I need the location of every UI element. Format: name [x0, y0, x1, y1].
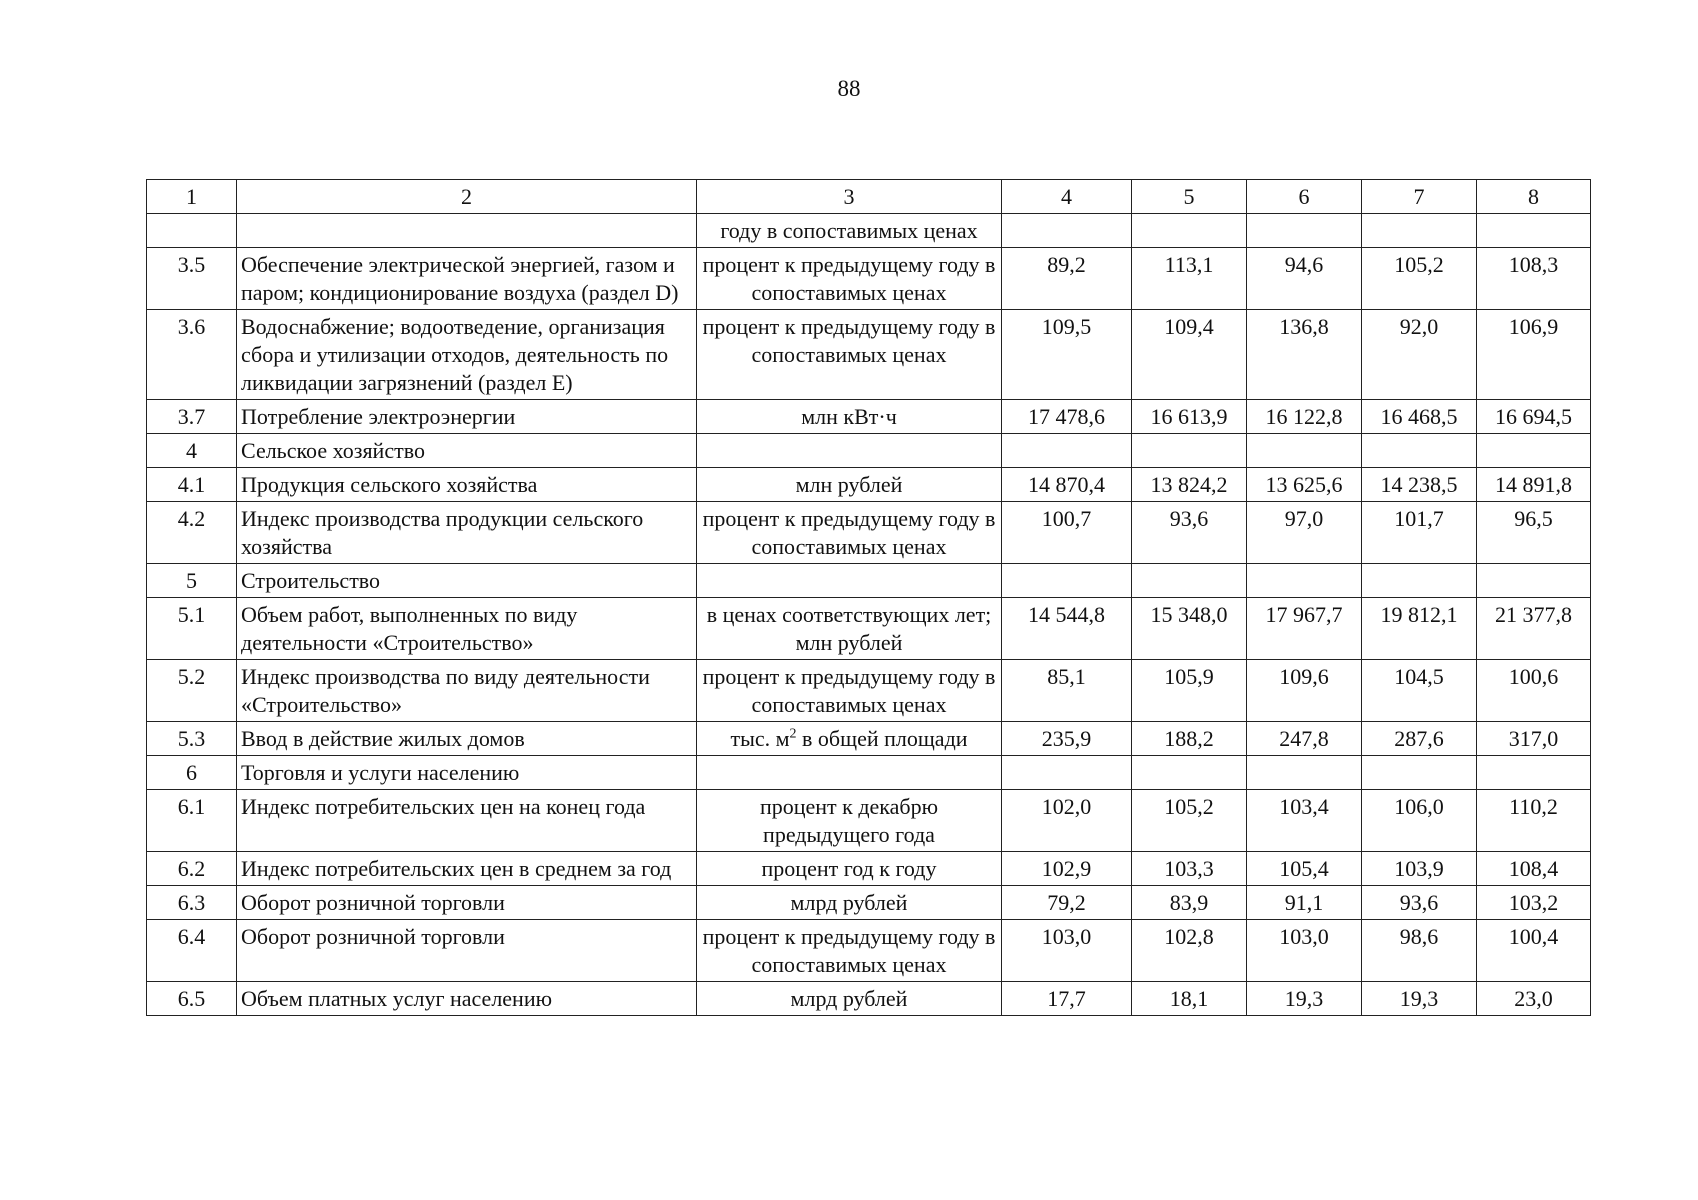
value-cell — [1477, 564, 1591, 598]
table-row — [147, 434, 1591, 468]
value-cell: 247,8 — [1247, 722, 1362, 756]
value-cell: 101,7 — [1362, 502, 1477, 564]
row-number-cell: 4 — [147, 434, 237, 468]
row-number-cell: 5.3 — [147, 722, 237, 756]
header-row — [147, 180, 1591, 214]
table-row — [147, 400, 1591, 434]
value-cell: 287,6 — [1362, 722, 1477, 756]
value-cell: 13 625,6 — [1247, 468, 1362, 502]
value-cell — [1002, 756, 1132, 790]
value-cell: 106,9 — [1477, 310, 1591, 400]
row-number-cell: 5.1 — [147, 598, 237, 660]
value-cell: 15 348,0 — [1132, 598, 1247, 660]
table-row — [147, 852, 1591, 886]
value-cell: 104,5 — [1362, 660, 1477, 722]
value-cell: 108,3 — [1477, 248, 1591, 310]
unit-cell: процент к предыдущему году в сопоставимых ценах — [697, 660, 1002, 722]
unit-cell: процент год к году — [697, 852, 1002, 886]
value-cell: 91,1 — [1247, 886, 1362, 920]
unit-cell — [697, 756, 1002, 790]
indicator-name-cell: Сельское хозяйство — [237, 434, 697, 468]
table-row — [147, 598, 1591, 660]
indicator-name-cell: Оборот розничной торговли — [237, 886, 697, 920]
row-number-cell: 5.2 — [147, 660, 237, 722]
table-row — [147, 564, 1591, 598]
value-cell — [1477, 434, 1591, 468]
value-cell: 103,3 — [1132, 852, 1247, 886]
value-cell — [1132, 564, 1247, 598]
indicator-name-cell: Объем платных услуг населению — [237, 982, 697, 1016]
value-cell — [1362, 756, 1477, 790]
indicator-name-cell: Ввод в действие жилых домов — [237, 722, 697, 756]
header-cell: 2 — [237, 180, 697, 214]
unit-text-after: в общей площади — [796, 726, 968, 751]
value-cell — [1477, 756, 1591, 790]
indicator-name-cell: Обеспечение электрической энергией, газом и паром; кондиционирование воздуха (раздел D) — [237, 248, 697, 310]
value-cell — [1247, 756, 1362, 790]
value-cell: 14 544,8 — [1002, 598, 1132, 660]
value-cell: 100,4 — [1477, 920, 1591, 982]
value-cell: 16 613,9 — [1132, 400, 1247, 434]
unit-cell — [697, 722, 1002, 756]
row-number-cell: 6.2 — [147, 852, 237, 886]
value-cell: 105,9 — [1132, 660, 1247, 722]
value-cell: 14 891,8 — [1477, 468, 1591, 502]
table-row — [147, 756, 1591, 790]
unit-cell: млн кВт·ч — [697, 400, 1002, 434]
value-cell — [1477, 214, 1591, 248]
value-cell: 93,6 — [1362, 886, 1477, 920]
value-cell: 17 478,6 — [1002, 400, 1132, 434]
unit-cell: млрд рублей — [697, 886, 1002, 920]
value-cell: 102,9 — [1002, 852, 1132, 886]
unit-superscript: 2 — [789, 726, 797, 742]
value-cell: 16 694,5 — [1477, 400, 1591, 434]
indicator-name-cell: Индекс потребительских цен в среднем за год — [237, 852, 697, 886]
row-number-cell: 4.2 — [147, 502, 237, 564]
row-number-cell: 3.5 — [147, 248, 237, 310]
unit-cell: процент к предыдущему году в сопоставимых ценах — [697, 248, 1002, 310]
value-cell: 92,0 — [1362, 310, 1477, 400]
unit-cell: процент к предыдущему году в сопоставимых ценах — [697, 310, 1002, 400]
value-cell — [1132, 214, 1247, 248]
unit-text: тыс. м — [730, 726, 790, 751]
row-number-cell — [147, 214, 237, 248]
value-cell — [1002, 214, 1132, 248]
value-cell: 105,2 — [1362, 248, 1477, 310]
table-row — [147, 790, 1591, 852]
page-number: 88 — [837, 76, 861, 101]
value-cell: 98,6 — [1362, 920, 1477, 982]
value-cell: 103,0 — [1002, 920, 1132, 982]
table-row — [147, 214, 1591, 248]
value-cell — [1362, 214, 1477, 248]
value-cell — [1002, 434, 1132, 468]
table-row — [147, 920, 1591, 982]
value-cell: 93,6 — [1132, 502, 1247, 564]
value-cell: 100,6 — [1477, 660, 1591, 722]
value-cell: 103,0 — [1247, 920, 1362, 982]
value-cell — [1132, 756, 1247, 790]
table-row — [147, 660, 1591, 722]
row-number-cell: 3.6 — [147, 310, 237, 400]
value-cell: 110,2 — [1477, 790, 1591, 852]
value-cell: 103,2 — [1477, 886, 1591, 920]
indicator-name-cell — [237, 214, 697, 248]
value-cell — [1247, 434, 1362, 468]
value-cell: 14 238,5 — [1362, 468, 1477, 502]
indicator-name-cell: Торговля и услуги населению — [237, 756, 697, 790]
indicator-name-cell: Продукция сельского хозяйства — [237, 468, 697, 502]
value-cell: 317,0 — [1477, 722, 1591, 756]
value-cell: 21 377,8 — [1477, 598, 1591, 660]
row-number-cell: 6.5 — [147, 982, 237, 1016]
value-cell: 96,5 — [1477, 502, 1591, 564]
unit-cell: процент к предыдущему году в сопоставимых ценах — [697, 502, 1002, 564]
header-cell: 3 — [697, 180, 1002, 214]
header-cell: 5 — [1132, 180, 1247, 214]
row-number-cell: 6.4 — [147, 920, 237, 982]
value-cell: 108,4 — [1477, 852, 1591, 886]
row-number-cell: 6.3 — [147, 886, 237, 920]
value-cell: 97,0 — [1247, 502, 1362, 564]
table-row — [147, 886, 1591, 920]
unit-cell — [697, 434, 1002, 468]
value-cell: 235,9 — [1002, 722, 1132, 756]
data-table — [146, 179, 1591, 1016]
value-cell — [1362, 434, 1477, 468]
value-cell: 105,2 — [1132, 790, 1247, 852]
value-cell: 100,7 — [1002, 502, 1132, 564]
row-number-cell: 5 — [147, 564, 237, 598]
indicator-name-cell: Потребление электроэнергии — [237, 400, 697, 434]
table-row — [147, 468, 1591, 502]
value-cell: 18,1 — [1132, 982, 1247, 1016]
indicator-name-cell: Индекс потребительских цен на конец года — [237, 790, 697, 852]
table-row — [147, 982, 1591, 1016]
unit-cell: процент к предыдущему году в сопоставимых ценах — [697, 920, 1002, 982]
indicator-name-cell: Индекс производства по виду деятельности «Строительство» — [237, 660, 697, 722]
value-cell: 109,4 — [1132, 310, 1247, 400]
value-cell: 102,8 — [1132, 920, 1247, 982]
indicator-name-cell: Оборот розничной торговли — [237, 920, 697, 982]
row-number-cell: 6 — [147, 756, 237, 790]
value-cell — [1132, 434, 1247, 468]
value-cell: 83,9 — [1132, 886, 1247, 920]
value-cell — [1247, 214, 1362, 248]
value-cell: 109,6 — [1247, 660, 1362, 722]
value-cell: 109,5 — [1002, 310, 1132, 400]
table-row — [147, 310, 1591, 400]
value-cell: 79,2 — [1002, 886, 1132, 920]
value-cell: 85,1 — [1002, 660, 1132, 722]
table-row — [147, 722, 1591, 756]
value-cell — [1247, 564, 1362, 598]
header-cell: 1 — [147, 180, 237, 214]
table-row — [147, 248, 1591, 310]
row-number-cell: 6.1 — [147, 790, 237, 852]
row-number-cell: 4.1 — [147, 468, 237, 502]
table-body — [147, 180, 1591, 1016]
value-cell: 17,7 — [1002, 982, 1132, 1016]
value-cell: 16 468,5 — [1362, 400, 1477, 434]
indicator-name-cell: Водоснабжение; водоотведение, организация сбора и утилизации отходов, деятельность по ликвидации загрязнений (раздел E) — [237, 310, 697, 400]
value-cell: 19,3 — [1362, 982, 1477, 1016]
row-number-cell: 3.7 — [147, 400, 237, 434]
value-cell: 19,3 — [1247, 982, 1362, 1016]
value-cell: 17 967,7 — [1247, 598, 1362, 660]
header-cell: 4 — [1002, 180, 1132, 214]
value-cell: 113,1 — [1132, 248, 1247, 310]
header-cell: 7 — [1362, 180, 1477, 214]
value-cell: 106,0 — [1362, 790, 1477, 852]
indicator-name-cell: Строительство — [237, 564, 697, 598]
unit-cell: процент к декабрю предыдущего года — [697, 790, 1002, 852]
indicator-name-cell: Объем работ, выполненных по виду деятельности «Строительство» — [237, 598, 697, 660]
value-cell: 14 870,4 — [1002, 468, 1132, 502]
unit-cell — [697, 564, 1002, 598]
unit-cell: млрд рублей — [697, 982, 1002, 1016]
value-cell: 94,6 — [1247, 248, 1362, 310]
value-cell — [1362, 564, 1477, 598]
value-cell: 19 812,1 — [1362, 598, 1477, 660]
unit-cell: млн рублей — [697, 468, 1002, 502]
header-cell: 8 — [1477, 180, 1591, 214]
unit-cell: в ценах соответствующих лет; млн рублей — [697, 598, 1002, 660]
value-cell: 23,0 — [1477, 982, 1591, 1016]
unit-cell: году в сопоставимых ценах — [697, 214, 1002, 248]
value-cell: 13 824,2 — [1132, 468, 1247, 502]
value-cell: 105,4 — [1247, 852, 1362, 886]
value-cell: 89,2 — [1002, 248, 1132, 310]
value-cell: 136,8 — [1247, 310, 1362, 400]
indicator-name-cell: Индекс производства продукции сельского хозяйства — [237, 502, 697, 564]
table-row — [147, 502, 1591, 564]
header-cell: 6 — [1247, 180, 1362, 214]
value-cell: 103,9 — [1362, 852, 1477, 886]
value-cell: 16 122,8 — [1247, 400, 1362, 434]
value-cell: 188,2 — [1132, 722, 1247, 756]
value-cell: 103,4 — [1247, 790, 1362, 852]
value-cell — [1002, 564, 1132, 598]
value-cell: 102,0 — [1002, 790, 1132, 852]
